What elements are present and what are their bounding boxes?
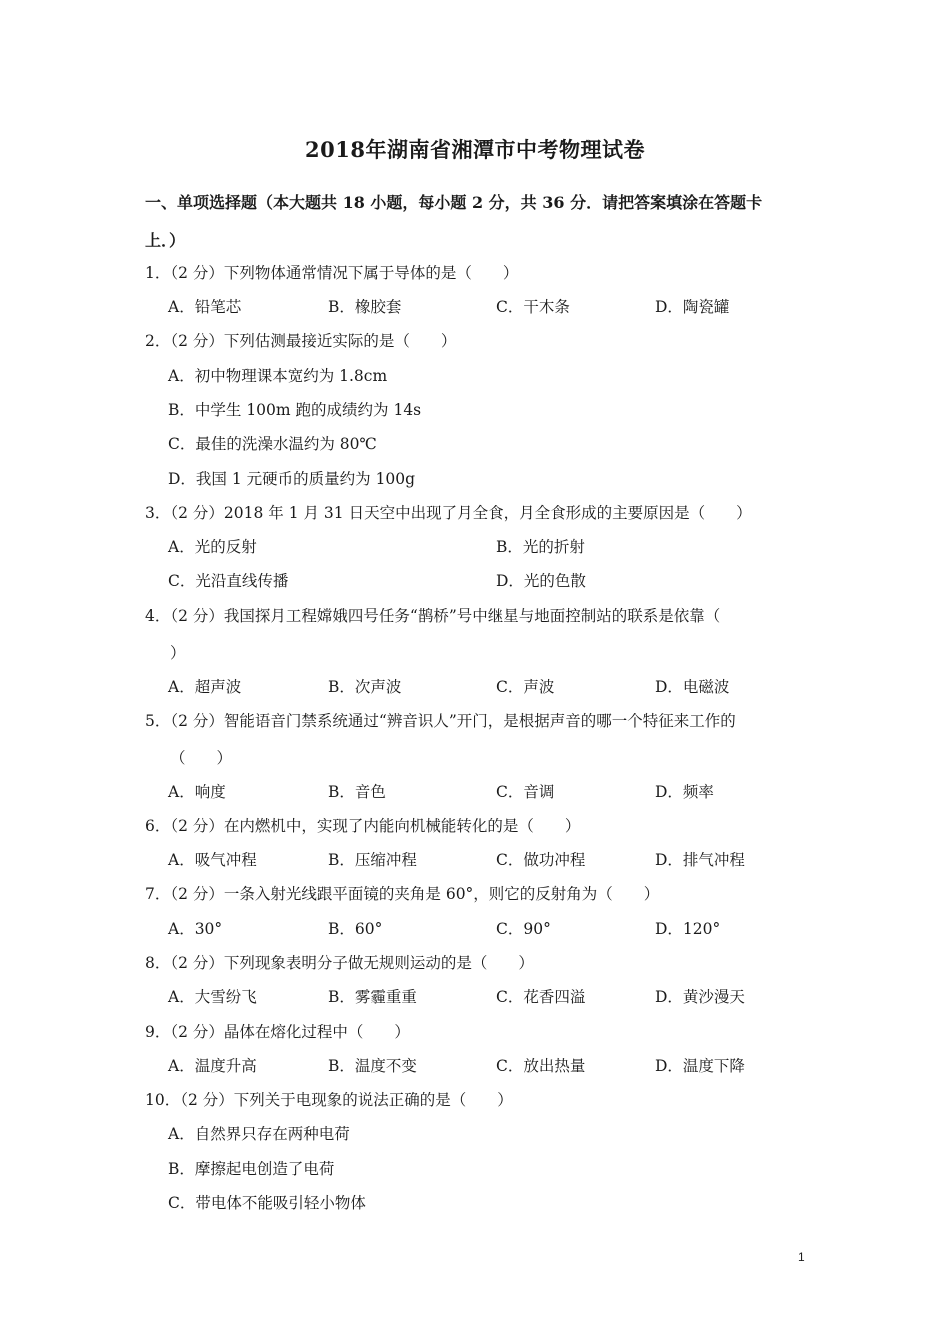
q1-option-c: C．干木条 [496,298,570,316]
q5-option-a: A．响度 [168,783,226,801]
q5-option-b: B．音色 [328,783,386,801]
q3-option-a: A．光的反射 [168,538,257,556]
q1-option-a: A．铅笔芯 [168,298,242,316]
q9-option-a: A．温度升高 [168,1057,257,1075]
page-number: 1 [798,1250,805,1264]
question-5: 5．（2 分）智能语音门禁系统通过“辨音识人”开门，是根据声音的哪一个特征来工作的 [145,712,736,730]
q2-option-b: B．中学生 100m 跑的成绩约为 14s [168,401,422,419]
q2-option-d: D．我国 1 元硬币的质量约为 100g [168,470,416,488]
question-2: 2．（2 分）下列估测最接近实际的是（ ） [145,332,457,350]
q4-option-a: A．超声波 [168,678,242,696]
q6-option-d: D．排气冲程 [655,851,745,869]
q8-option-a: A．大雪纷飞 [168,988,257,1006]
q9-option-d: D．温度下降 [655,1057,745,1075]
question-4-continuation: ） [170,644,186,662]
q10-option-b: B．摩擦起电创造了电荷 [168,1160,335,1178]
q7-option-a: A．30° [168,920,223,938]
q5-option-d: D．频率 [655,783,714,801]
q4-option-b: B．次声波 [328,678,402,696]
q5-option-c: C．音调 [496,783,555,801]
q3-option-b: B．光的折射 [496,538,585,556]
q8-option-b: B．雾霾重重 [328,988,417,1006]
question-8: 8．（2 分）下列现象表明分子做无规则运动的是（ ） [145,954,534,972]
q7-option-d: D．120° [655,920,721,938]
question-6: 6．（2 分）在内燃机中，实现了内能向机械能转化的是（ ） [145,817,581,835]
question-5-continuation: （ ） [170,749,233,767]
q3-option-d: D．光的色散 [496,572,586,590]
q6-option-a: A．吸气冲程 [168,851,257,869]
section-heading-line2: 上．） [145,231,186,250]
question-3: 3．（2 分）2018 年 1 月 31 日天空中出现了月全食，月全食形成的主要原因是（ ） [145,504,752,522]
q10-option-c: C．带电体不能吸引轻小物体 [168,1194,366,1212]
q4-option-d: D．电磁波 [655,678,730,696]
question-7: 7．（2 分）一条入射光线跟平面镜的夹角是 60°，则它的反射角为（ ） [145,885,660,903]
question-1: 1．（2 分）下列物体通常情况下属于导体的是（ ） [145,264,519,282]
q7-option-c: C．90° [496,920,551,938]
q9-option-c: C．放出热量 [496,1057,586,1075]
question-4: 4．（2 分）我国探月工程嫦娥四号任务“鹊桥”号中继星与地面控制站的联系是依靠（ [145,607,721,625]
q6-option-c: C．做功冲程 [496,851,586,869]
q8-option-c: C．花香四溢 [496,988,586,1006]
q9-option-b: B．温度不变 [328,1057,417,1075]
q8-option-d: D．黄沙漫天 [655,988,745,1006]
q1-option-b: B．橡胶套 [328,298,402,316]
question-9: 9．（2 分）晶体在熔化过程中（ ） [145,1023,410,1041]
q1-option-d: D．陶瓷罐 [655,298,730,316]
q4-option-c: C．声波 [496,678,555,696]
q6-option-b: B．压缩冲程 [328,851,417,869]
q10-option-a: A．自然界只存在两种电荷 [168,1125,350,1143]
section-heading-line1: 一、单项选择题（本大题共 18 小题，每小题 2 分，共 36 分．请把答案填涂在答题卡 [145,193,763,212]
q2-option-a: A．初中物理课本宽约为 1.8cm [168,367,388,385]
q7-option-b: B．60° [328,920,383,938]
exam-title: 2018年湖南省湘潭市中考物理试卷 [305,137,645,162]
question-10: 10．（2 分）下列关于电现象的说法正确的是（ ） [145,1091,513,1109]
q2-option-c: C．最佳的洗澡水温约为 80℃ [168,435,377,453]
q3-option-c: C．光沿直线传播 [168,572,289,590]
